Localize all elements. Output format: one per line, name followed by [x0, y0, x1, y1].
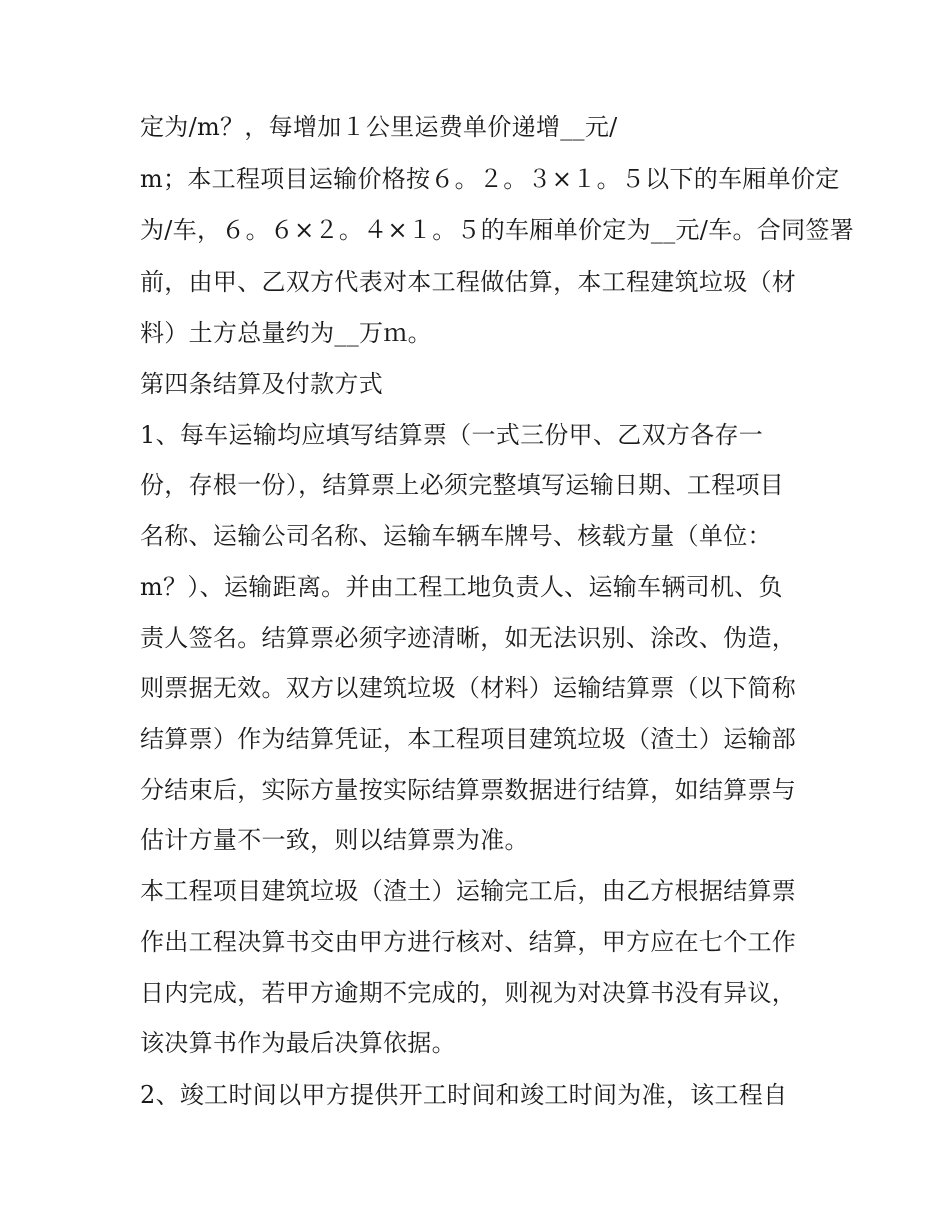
text-line: 份，存根一份），结算票上必须完整填写运输日期、工程项目 — [140, 471, 785, 499]
text-line: 名称、运输公司名称、运输车辆车牌号、核载方量（单位： — [140, 522, 772, 550]
text-line: 则票据无效。双方以建筑垃圾（材料）运输结算票（以下简称 — [140, 674, 797, 702]
text-line: m？）、运输距离。并由工程工地负责人、运输车辆司机、负 — [140, 573, 783, 601]
text-line: m；本工程项目运输价格按６。２。３×１。５以下的车厢单价定 — [140, 165, 840, 193]
text-line: 为/车，６。６×２。４×１。５的车厢单价定为__元/车。合同签署 — [140, 216, 854, 244]
text-line: 责人签名。结算票必须字迹清晰，如无法识别、涂改、伪造， — [140, 624, 797, 652]
text-line: 1、每车运输均应填写结算票（一式三份甲、乙双方各存一 — [140, 421, 764, 449]
section-heading: 第四条结算及付款方式 — [140, 370, 383, 398]
text-line: 料）土方总量约为__万ｍ。 — [140, 319, 432, 347]
text-line: 结算票）作为结算凭证，本工程项目建筑垃圾（渣土）运输部 — [140, 725, 797, 753]
text-line: 定为/m？，每增加１公里运费单价递增__元/ — [140, 113, 618, 141]
text-line: 2、竣工时间以甲方提供开工时间和竣工时间为准，该工程自 — [140, 1081, 788, 1109]
text-line: 该决算书作为最后决算依据。 — [140, 1029, 456, 1057]
text-line: 前，由甲、乙双方代表对本工程做估算，本工程建筑垃圾（材 — [140, 268, 797, 296]
text-line: 作出工程决算书交由甲方进行核对、结算，甲方应在七个工作 — [140, 928, 797, 956]
text-line: 日内完成，若甲方逾期不完成的，则视为对决算书没有异议， — [140, 979, 797, 1007]
text-line: 估计方量不一致，则以结算票为准。 — [140, 826, 529, 854]
text-line: 本工程项目建筑垃圾（渣土）运输完工后，由乙方根据结算票 — [140, 877, 797, 905]
text-line: 分结束后，实际方量按实际结算票数据进行结算，如结算票与 — [140, 776, 797, 804]
